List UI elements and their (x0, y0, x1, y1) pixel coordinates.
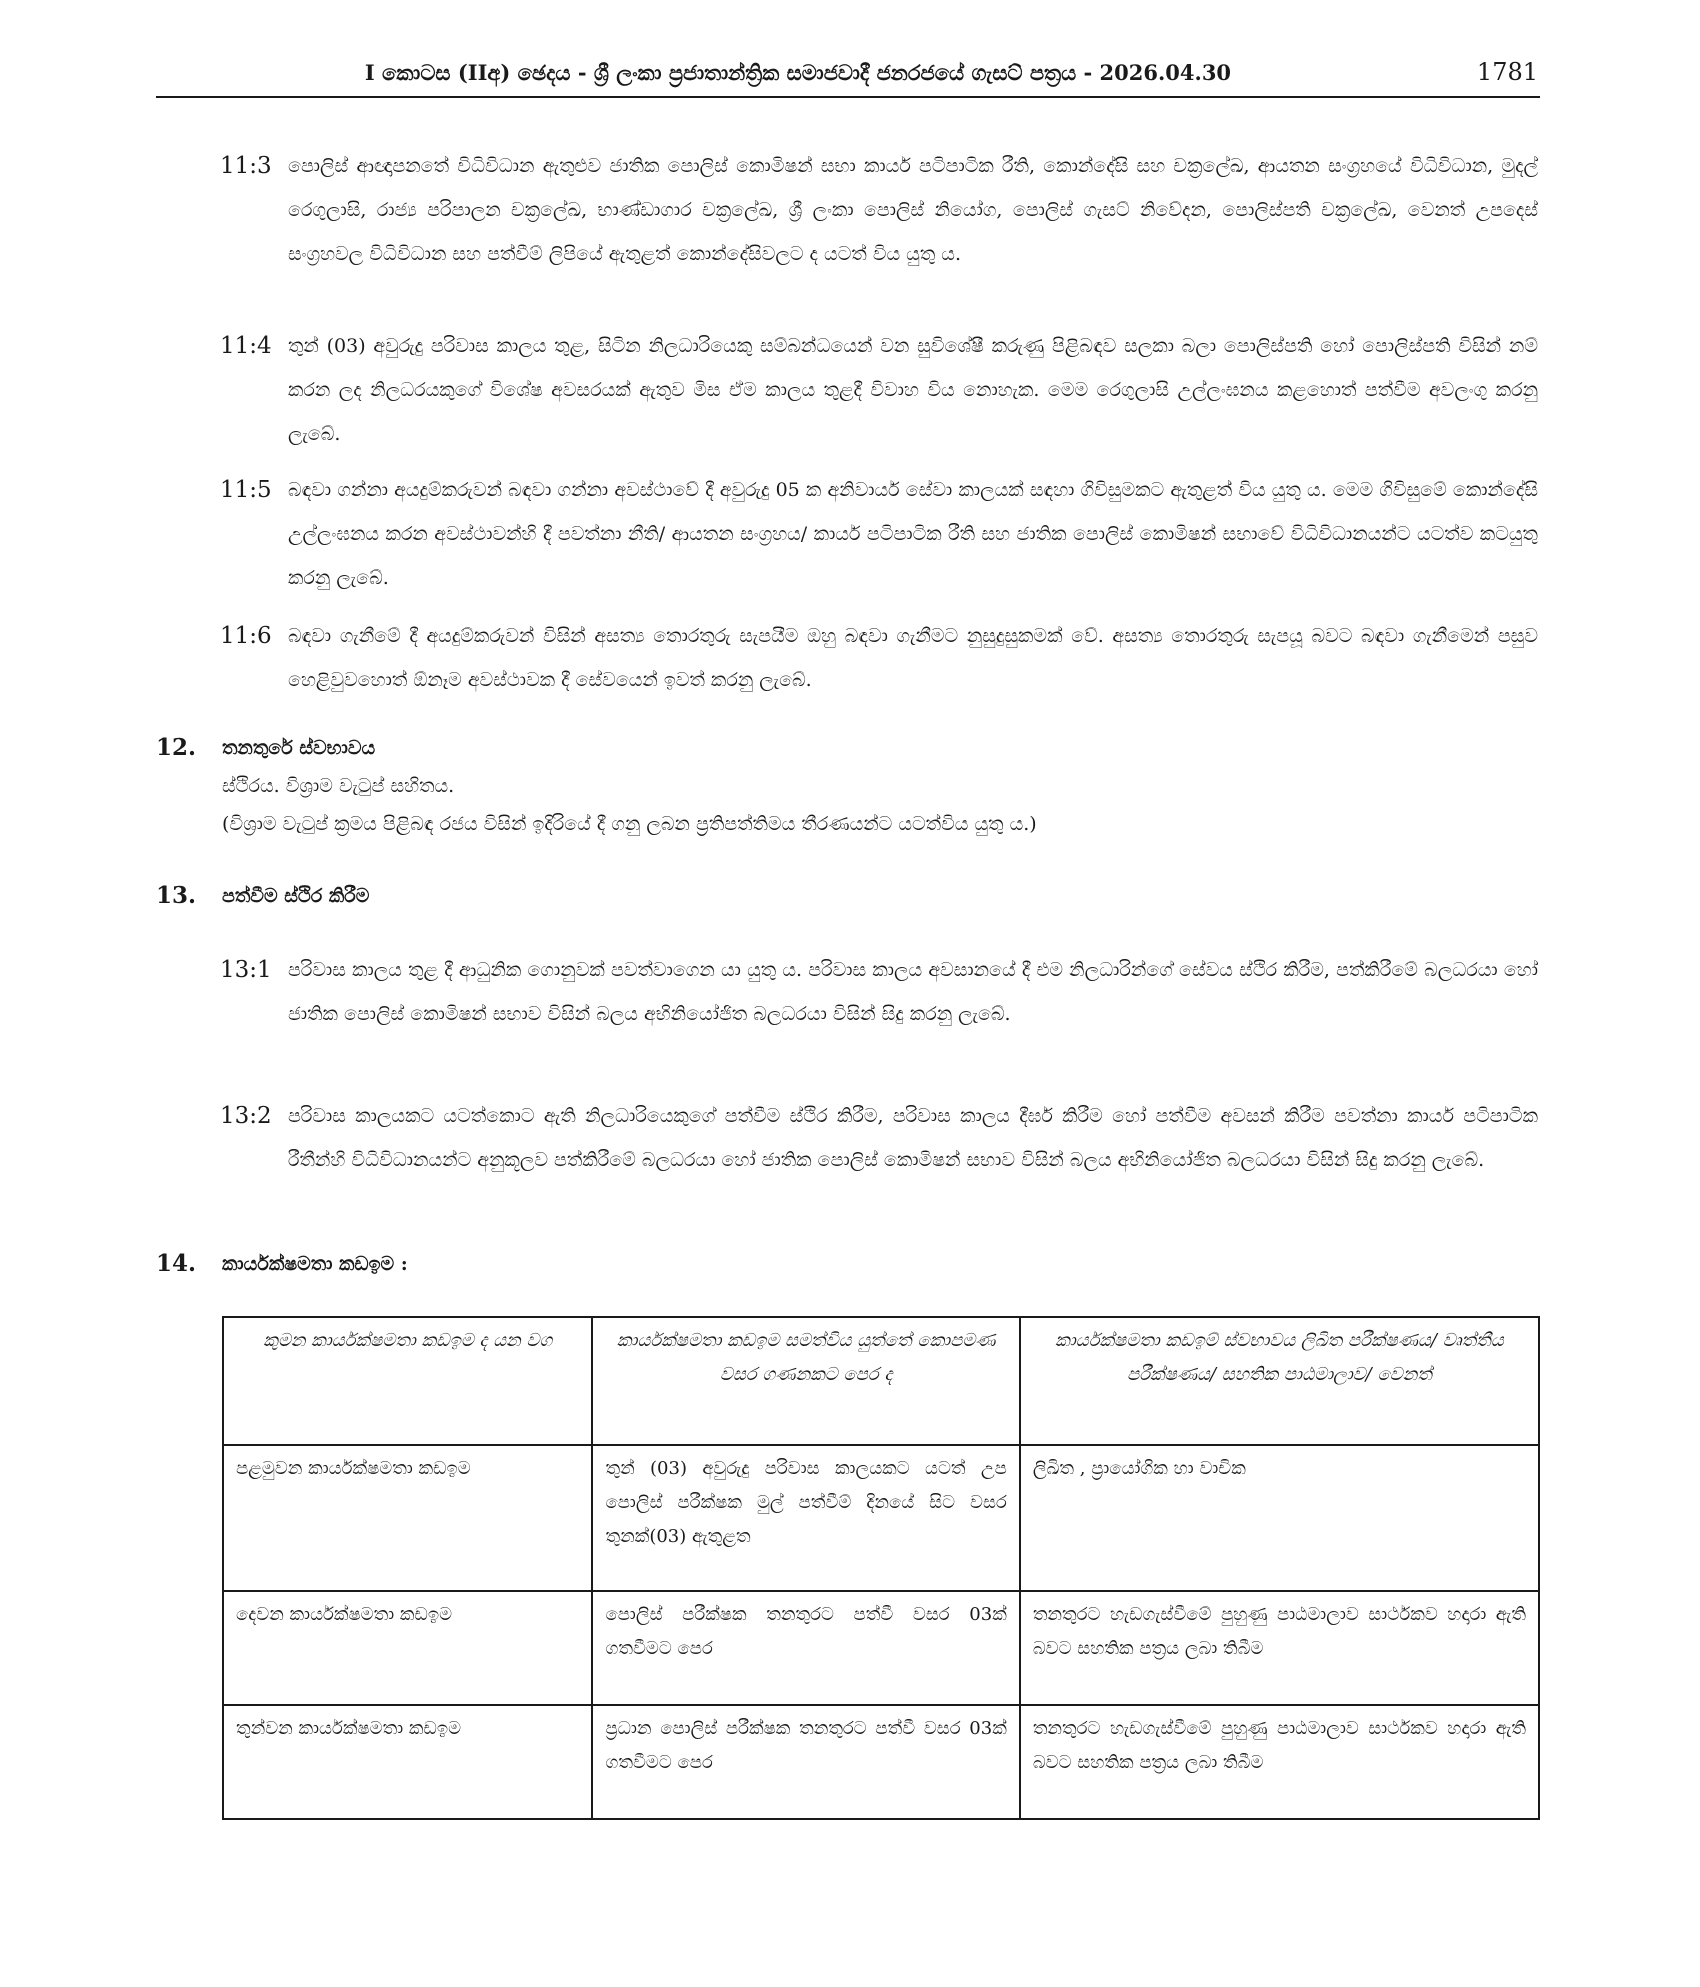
table-cell: පොලිස් පරීක්ෂක තනතුරට පත්වී වසර 03ක් ගතවීමට පෙර (592, 1591, 1019, 1705)
table-row (223, 1705, 1539, 1819)
table-header-row (223, 1317, 1539, 1445)
table-cell: තනතුරට හැඩගැස්වීමේ පුහුණු පාඨමාලාව සාර්ථකව හදාරා ඇති බවට සහතික පත්‍රය ලබා තිබීම (1020, 1591, 1539, 1705)
section-12-line-1: ස්ථිරය. විශ්‍රාම වැටුප් සහිතය. (222, 775, 455, 797)
clause-number: 11:6 (220, 623, 272, 649)
clause-number: 11:3 (220, 153, 272, 179)
clause-number: 11:4 (220, 333, 272, 359)
table-cell: පළමුවන කාර්යක්ෂමතා කඩඉම (223, 1445, 592, 1591)
header-rule (156, 96, 1540, 98)
page-header (156, 56, 1540, 96)
section-13-title: පත්වීම ස්ථිර කිරීම (222, 885, 370, 907)
table-row (223, 1445, 1539, 1591)
table-cell: ලිඛිත , ප්‍රායෝගික හා වාචික (1020, 1445, 1539, 1591)
clause-text: පොලිස් ආඥාපනතේ විධිවිධාන ඇතුළුව ජාතික පොලිස් කොමිෂන් සභා කාර්ය පටිපාටික රීති, කොන්දේසි සහ චක්‍රලේඛ, ආයතන සංග්‍රහයේ විධිවිධාන, මුදල් රෙගුලාසි, රාජ්‍ය පරිපාලන චක්‍රලේඛ, භාණ්ඩාගාර චක්‍රලේඛ, ශ්‍රී ලංකා පොලිස් නියෝග, පොලිස් ගැසට් නිවේදන, පොලිස්පති චක්‍රලේඛ, වෙනත් උපදෙස් සංග්‍රහවල විධිවිධාන සහ පත්වීම් ලිපියේ ඇතුළත් කොන්දේසිවලට ද යටත් විය යුතු ය. (288, 155, 1538, 265)
table-cell: දෙවන කාර්යක්ෂමතා කඩඉම (223, 1591, 592, 1705)
table-cell: ප්‍රධාන පොලිස් පරීක්ෂක තනතුරට පත්වී වසර 03ක් ගතවීමට පෙර (592, 1705, 1019, 1819)
table-header-cell: කුමන කාර්යක්ෂමතා කඩඉම ද යන වග (223, 1317, 592, 1445)
efficiency-bar-table (222, 1316, 1540, 1820)
page-number: 1781 (1476, 58, 1538, 86)
header-title: I කොටස (IIඅ) ඡෙදය - ශ්‍රී ලංකා ප්‍රජාතාන්ත්‍රික සමාජවාදී ජනරජයේ ගැසට් පත්‍රය - 2026.04.30 (364, 60, 1232, 85)
table-row (223, 1591, 1539, 1705)
section-12-title: තනතුරේ ස්වභාවය (222, 737, 376, 759)
section-13-number: 13. (156, 882, 197, 909)
clause-number: 11:5 (220, 477, 272, 503)
section-12-number: 12. (156, 734, 197, 761)
table-cell: තුන් (03) අවුරුදු පරිවාස කාලයකට යටත් උප පොලිස් පරීක්ෂක මුල් පත්වීම් දිනයේ සිට වසර තුනක්(03) ඇතුළත (592, 1445, 1019, 1591)
section-12-line-2: (විශ්‍රාම වැටුප් ක්‍රමය පිළිබඳ රජය විසින් ඉදිරියේ දී ගනු ලබන ප්‍රතිපත්තිමය තීරණයන්ට යටත්විය යුතු ය.) (222, 813, 1037, 835)
clause-text: බඳවා ගන්නා අයදුම්කරුවන් බඳවා ගන්නා අවස්ථාවේ දී අවුරුදු 05 ක අනිවාර්ය සේවා කාලයක් සඳහා ගිවිසුමකට ඇතුළත් විය යුතු ය. මෙම ගිවිසුමේ කොන්දේසි උල්ලංඝනය කරන අවස්ථාවන්හි දී පවත්නා නීති/ ආයතන සංග්‍රහය/ කාර්ය පටිපාටික රීති සහ ජාතික පොලිස් කොමිෂන් සභාවේ විධිවිධානයන්ට යටත්ව කටයුතු කරනු ලැබේ. (288, 479, 1538, 589)
clause-number: 13:2 (220, 1103, 272, 1129)
section-14-title: කාර්යක්ෂමතා කඩඉම : (222, 1253, 408, 1275)
clause-text: බඳවා ගැනීමේ දී අයදුම්කරුවන් විසින් අසත්‍ය තොරතුරු සැපයීම ඔහු බඳවා ගැනීමට නුසුදුසුකමක් වේ. අසත්‍ය තොරතුරු සැපයූ බවට බඳවා ගැනීමෙන් පසුව හෙළිවුවහොත් ඕනෑම අවස්ථාවක දී සේවයෙන් ඉවත් කරනු ලැබේ. (288, 625, 1538, 691)
section-14-number: 14. (156, 1250, 197, 1277)
table-cell: තුන්වන කාර්යක්ෂමතා කඩඉම (223, 1705, 592, 1819)
clause-text: පරිවාස කාලයකට යටත්කොට ඇති නිලධාරියෙකුගේ පත්වීම ස්ථිර කිරීම, පරිවාස කාලය දීර්ඝ කිරීම හෝ පත්වීම අවසන් කිරීම පවත්නා කාර්ය පටිපාටික රීතීන්හි විධිවිධානයන්ට අනුකූලව පත්කිරීමේ බලධරයා හෝ ජාතික පොලිස් කොමිෂන් සභාව විසින් බලය අභිනියෝජිත බලධරයා විසින් සිදු කරනු ලැබේ. (288, 1105, 1538, 1171)
clause-text: පරිවාස කාලය තුළ දී ආධුනික ගොනුවක් පවත්වාගෙන යා යුතු ය. පරිවාස කාලය අවසානයේ දී එම නිලධාරින්ගේ සේවය ස්ථිර කිරීම, පත්කිරීමේ බලධරයා හෝ ජාතික පොලිස් කොමිෂන් සභාව විසින් බලය අභිනියෝජිත බලධරයා විසින් සිදු කරනු ලැබේ. (288, 959, 1538, 1025)
table-header-cell: කාර්යක්ෂමතා කඩඉම සමත්විය යුත්තේ කොපමණ වසර ගණනකට පෙර ද (592, 1317, 1019, 1445)
clause-text: තුන් (03) අවුරුදු පරිවාස කාලය තුළ, සිටින නිලධාරියෙකු සම්බන්ධයෙන් වන සුවිශේෂී කරුණු පිළිබඳව සලකා බලා පොලිස්පති හෝ පොලිස්පති විසින් නම් කරන ලද නිලධරයකුගේ විශේෂ අවසරයක් ඇතුව මිස ඒම කාලය තුළදී විවාහ විය නොහැක. මෙම රෙගුලාසි උල්ලංඝනය කළහොත් පත්වීම අවලංගු කරනු ලැබේ. (288, 335, 1538, 445)
clause-number: 13:1 (220, 957, 272, 983)
table-header-cell: කාර්යක්ෂමතා කඩඉම් ස්වභාවය ලිඛිත පරීක්ෂණය/ වෘත්තීය පරීක්ෂණය/ සහතික පාඨමාලාව/ වෙනත් (1020, 1317, 1539, 1445)
table-cell: තනතුරට හැඩගැස්වීමේ පුහුණු පාඨමාලාව සාර්ථකව හදාරා ඇති බවට සහතික පත්‍රය ලබා තිබීම (1020, 1705, 1539, 1819)
